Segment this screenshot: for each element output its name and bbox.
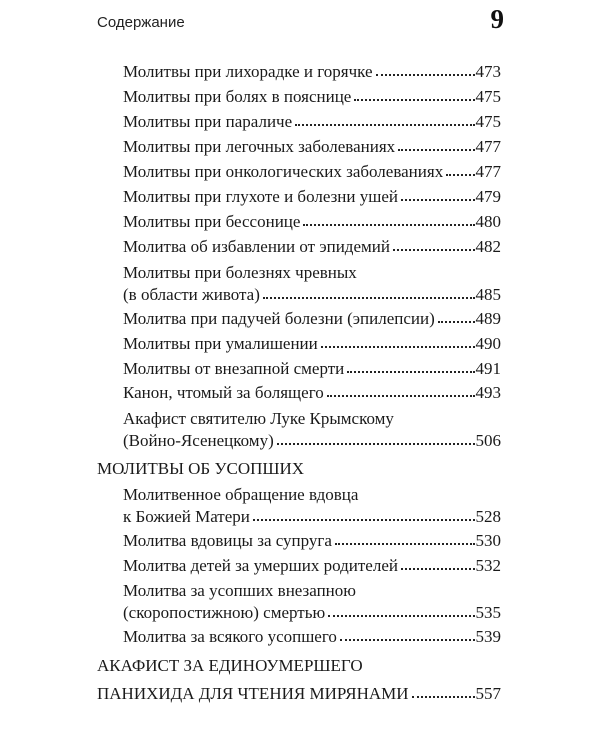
toc-entry-page: 485 — [475, 285, 501, 304]
toc-entry — [123, 211, 501, 233]
toc-entry-first-line — [123, 408, 501, 430]
toc-entry — [123, 358, 501, 380]
page-number: 9 — [490, 4, 504, 34]
toc-entry — [123, 555, 501, 577]
section-title: МОЛИТВЫ ОБ УСОПШИХ — [97, 459, 305, 478]
toc-entry-title-continued: (скоропостижною) смертью — [123, 603, 326, 622]
toc-entry-title: Молитвы при параличе — [123, 112, 293, 131]
toc-entry-title: Акафист святителю Луке Крымскому — [123, 409, 394, 428]
section-heading-deceased — [97, 458, 501, 480]
toc-entry-page: 539 — [475, 627, 501, 646]
toc-entry-title-continued: (в области живота) — [123, 285, 260, 304]
toc-entry-title: Молитва об избавлении от эпидемий — [123, 237, 390, 256]
toc-entry-page: 477 — [475, 162, 501, 181]
dot-leader — [303, 213, 474, 227]
dot-leader — [376, 63, 475, 77]
toc-entry — [123, 186, 501, 208]
section-heading-panikhida — [97, 683, 501, 705]
toc-entry — [123, 284, 501, 306]
toc-entry — [123, 111, 501, 133]
toc-entry-title: Молитвы при болезнях чревных — [123, 263, 357, 282]
dot-leader — [401, 557, 475, 571]
toc-entry-page: 530 — [475, 531, 501, 550]
toc-entry-title: Молитвы при глухоте и болезни ушей — [123, 187, 398, 206]
toc-entry — [123, 308, 501, 330]
toc-entry-title: Молитва за усопших внезапною — [123, 581, 356, 600]
toc-entry-first-line — [123, 262, 501, 284]
dot-leader — [321, 335, 475, 349]
dot-leader — [295, 113, 474, 127]
toc-entry — [123, 430, 501, 452]
toc-entry-title: Молитва за всякого усопшего — [123, 627, 337, 646]
toc-entry-title: Молитва при падучей болезни (эпилепсии) — [123, 309, 435, 328]
toc-entry-page: 475 — [475, 87, 501, 106]
dot-leader — [446, 163, 474, 177]
section-title: ПАНИХИДА ДЛЯ ЧТЕНИЯ МИРЯНАМИ — [97, 684, 409, 703]
toc-entry-page: 477 — [475, 137, 501, 156]
dot-leader — [340, 628, 475, 642]
toc-entry-title: Молитвы от внезапной смерти — [123, 359, 345, 378]
dot-leader — [328, 604, 474, 618]
dot-leader — [263, 286, 475, 300]
toc-entry-first-line — [123, 580, 501, 602]
toc-entry — [123, 236, 501, 258]
running-head-title: Содержание — [97, 14, 185, 31]
section-title: АКАФИСТ ЗА ЕДИНОУМЕРШЕГО — [97, 656, 363, 675]
dot-leader — [327, 384, 475, 398]
dot-leader — [253, 508, 475, 522]
toc-entry — [123, 626, 501, 648]
toc-entry-page: 480 — [475, 212, 501, 231]
toc-entry-title: Молитвы при легочных заболеваниях — [123, 137, 396, 156]
toc-entry — [123, 333, 501, 355]
toc-entry-page: 475 — [475, 112, 501, 131]
dot-leader — [347, 360, 474, 374]
toc-entry-title: Молитва детей за умерших родителей — [123, 556, 398, 575]
dot-leader — [412, 685, 475, 699]
toc-entry-title: Молитвенное обращение вдовца — [123, 485, 359, 504]
toc-entry-page: 532 — [475, 556, 501, 575]
toc-entry-page: 489 — [475, 309, 501, 328]
toc-entry — [123, 61, 501, 83]
toc-entry-page: 482 — [475, 237, 501, 256]
toc-entry-page: 528 — [475, 507, 501, 526]
toc-entry-title: Молитвы при лихорадке и горячке — [123, 62, 373, 81]
dot-leader — [335, 532, 475, 546]
toc-entry-page: 491 — [475, 359, 501, 378]
dot-leader — [354, 88, 474, 102]
toc-entry-first-line — [123, 484, 501, 506]
toc-entry-page: 490 — [475, 334, 501, 353]
toc-entry-page: 557 — [475, 684, 501, 703]
toc-entry-page: 506 — [475, 431, 501, 450]
toc-entry-title-continued: (Войно-Ясенецкому) — [123, 431, 274, 450]
toc-entry — [123, 86, 501, 108]
toc-entry — [123, 530, 501, 552]
toc-entry-title: Молитва вдовицы за супруга — [123, 531, 332, 550]
toc-entry — [123, 382, 501, 404]
toc-entry-title: Молитвы при онкологических заболеваниях — [123, 162, 444, 181]
toc-entry — [123, 136, 501, 158]
dot-leader — [398, 138, 474, 152]
toc-entry — [123, 161, 501, 183]
toc-entry — [123, 602, 501, 624]
section-heading-akathist — [97, 655, 501, 677]
dot-leader — [401, 188, 475, 202]
toc-entry — [123, 506, 501, 528]
toc-entry-title: Канон, чтомый за болящего — [123, 383, 324, 402]
toc-entry-page: 535 — [475, 603, 501, 622]
toc-entry-title: Молитвы при болях в пояснице — [123, 87, 352, 106]
toc-entry-title: Молитвы при бессонице — [123, 212, 301, 231]
dot-leader — [438, 310, 475, 324]
dot-leader — [277, 432, 475, 446]
toc-entry-page: 479 — [475, 187, 501, 206]
toc-entry-title: Молитвы при умалишении — [123, 334, 318, 353]
dot-leader — [393, 238, 475, 252]
toc-entry-page: 493 — [475, 383, 501, 402]
toc-entry-title-continued: к Божией Матери — [123, 507, 250, 526]
toc-entry-page: 473 — [475, 62, 501, 81]
